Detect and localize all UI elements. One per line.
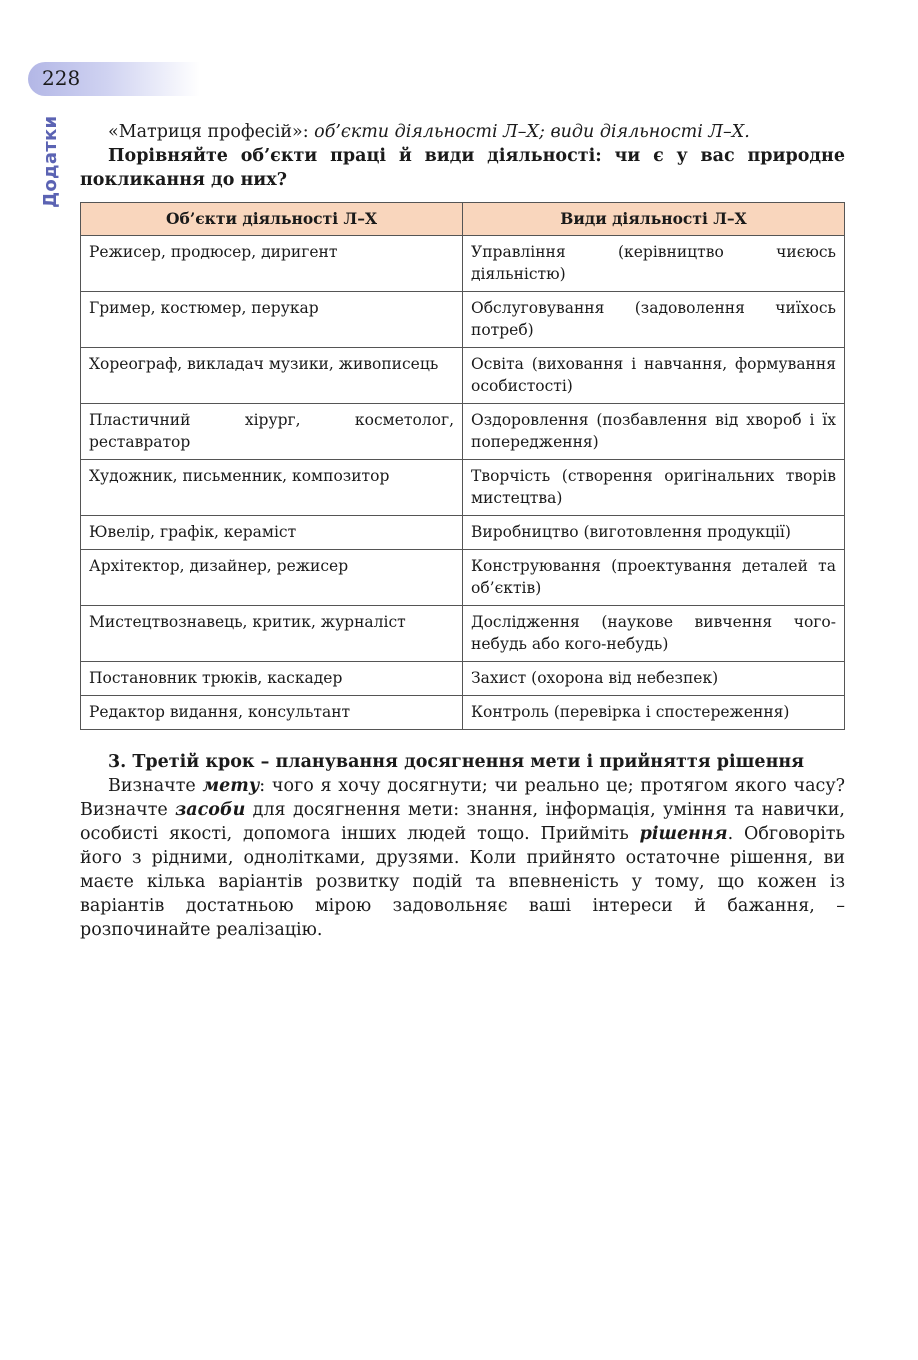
table-row	[81, 460, 845, 516]
table-row	[81, 606, 845, 662]
table-header-row	[81, 203, 845, 236]
page-number: 228	[42, 66, 81, 90]
step3-text-1: Визначте	[108, 776, 203, 796]
step3-term-goal: мету	[202, 776, 260, 796]
intro-prefix: «Матриця професій»:	[108, 122, 315, 142]
intro-paragraph	[80, 120, 845, 144]
cell-objects: Ювелір, графік, кераміст	[81, 516, 463, 550]
step3-paragraph	[80, 774, 845, 942]
header-objects: Об’єкти діяльності Л–Х	[81, 203, 463, 236]
page-number-tab	[28, 62, 200, 96]
step3-heading: 3. Третій крок – планування досягнення мети і прийняття рішення	[108, 752, 805, 772]
cell-activity: Обслуговування (задоволення чиїхось потреб)	[463, 292, 845, 348]
question-paragraph: Порівняйте об’єкти праці й види діяльності: чи є у вас природне покликання до них?	[80, 146, 845, 190]
professions-table	[80, 202, 845, 730]
table-row	[81, 696, 845, 730]
cell-objects: Архітектор, дизайнер, режисер	[81, 550, 463, 606]
cell-objects: Постановник трюків, каскадер	[81, 662, 463, 696]
table-row	[81, 404, 845, 460]
header-activities: Види діяльності Л–Х	[463, 203, 845, 236]
step3-term-means: засоби	[175, 800, 246, 820]
cell-activity: Творчість (створення оригінальних творів мистецтва)	[463, 460, 845, 516]
page-content	[80, 120, 845, 942]
cell-activity: Виробництво (виготовлення продукції)	[463, 516, 845, 550]
step3-text-2: : чого я хочу досягнути; чи реально це; протягом якого часу? Визначте	[80, 776, 846, 820]
step3-text-4: . Обговоріть його з рідними, однолітками, друзями. Коли прийнято остаточне рішення, ви маєте кілька варіантів розвитку подій та впевненість у тому, що кожен із варіантів достатньою мірою задовольняє ваші інтереси й бажання, – розпочинайте реалізацію.	[80, 824, 846, 940]
cell-objects: Гример, костюмер, перукар	[81, 292, 463, 348]
cell-objects: Художник, письменник, композитор	[81, 460, 463, 516]
cell-activity: Дослідження (наукове вивчення чого-небудь або кого-небудь)	[463, 606, 845, 662]
table-row	[81, 348, 845, 404]
step3-text-3: для досягнення мети: знання, інформація, уміння та навички, особисті якості, допомога інших людей тощо. Прийміть	[80, 800, 845, 844]
table-row	[81, 236, 845, 292]
cell-objects: Редактор видання, консультант	[81, 696, 463, 730]
cell-activity: Управління (керівництво чиєюсь діяльністю)	[463, 236, 845, 292]
cell-activity: Освіта (виховання і навчання, формування особистості)	[463, 348, 845, 404]
cell-activity: Конструювання (проектування деталей та об’єктів)	[463, 550, 845, 606]
cell-activity: Оздоровлення (позбавлення від хвороб і їх попередження)	[463, 404, 845, 460]
section-side-label: Додатки	[40, 115, 61, 208]
table-row	[81, 516, 845, 550]
intro-italic: об’єкти діяльності Л–Х; види діяльності Л–Х.	[314, 122, 750, 142]
table-row	[81, 662, 845, 696]
cell-activity: Захист (охорона від небезпек)	[463, 662, 845, 696]
cell-activity: Контроль (перевірка і спостереження)	[463, 696, 845, 730]
table-row	[81, 550, 845, 606]
table-row	[81, 292, 845, 348]
cell-objects: Пластичний хірург, косметолог, реставратор	[81, 404, 463, 460]
step3-term-decision: рішення	[639, 824, 728, 844]
cell-objects: Режисер, продюсер, диригент	[81, 236, 463, 292]
cell-objects: Мистецтвознавець, критик, журналіст	[81, 606, 463, 662]
cell-objects: Хореограф, викладач музики, живописець	[81, 348, 463, 404]
